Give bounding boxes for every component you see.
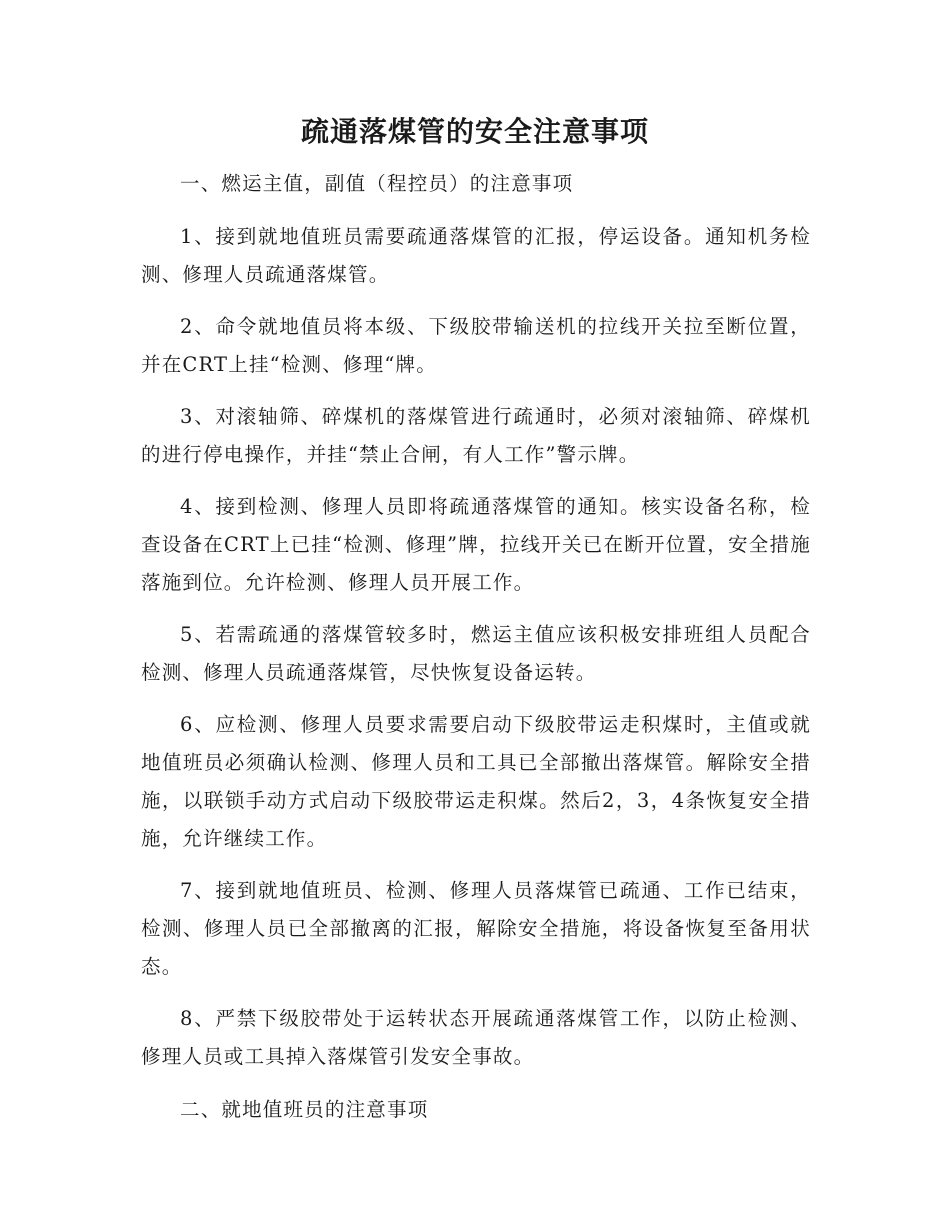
- paragraph-item-4: 4、接到检测、修理人员即将疏通落煤管的通知。核实设备名称，检查设备在CRT上已挂“检测、修理”牌，拉线开关已在断开位置，安全措施落施到位。允许检测、修理人员开展工作。: [141, 495, 811, 594]
- paragraph-item-2: 2、命令就地值员将本级、下级胶带输送机的拉线开关拉至断位置，并在CRT上挂“检测、修理“牌。: [141, 315, 811, 376]
- paragraph-item-1: 1、接到就地值班员需要疏通落煤管的汇报，停运设备。通知机务检测、修理人员疏通落煤管。: [141, 225, 811, 286]
- paragraph-item-7: 7、接到就地值班员、检测、修理人员落煤管已疏通、工作已结束，检测、修理人员已全部撤离的汇报，解除安全措施，将设备恢复至备用状态。: [141, 879, 811, 978]
- paragraph-item-3: 3、对滚轴筛、碎煤机的落煤管进行疏通时，必须对滚轴筛、碎煤机的进行停电操作，并挂“禁止合闸，有人工作”警示牌。: [141, 405, 811, 466]
- document-title: 疏通落煤管的安全注意事项: [300, 115, 649, 148]
- paragraph-item-6: 6、应检测、修理人员要求需要启动下级胶带运走积煤时，主值或就地值班员必须确认检测、修理人员和工具已全部撤出落煤管。解除安全措施，以联锁手动方式启动下级胶带运走积煤。然后2，3，4条恢复安全措施，允许继续工作。: [141, 713, 811, 850]
- document-body: [141, 164, 811, 1144]
- section-heading-1: 一、燃运主值，副值（程控员）的注意事项: [180, 172, 574, 195]
- paragraph-item-5: 5、若需疏通的落煤管较多时，燃运主值应该积极安排班组人员配合检测、修理人员疏通落煤管，尽快恢复设备运转。: [141, 623, 811, 684]
- section-heading-2: 二、就地值班员的注意事项: [180, 1098, 429, 1121]
- paragraph-item-8: 8、严禁下级胶带处于运转状态开展疏通落煤管工作，以防止检测、修理人员或工具掉入落煤管引发安全事故。: [141, 1007, 811, 1068]
